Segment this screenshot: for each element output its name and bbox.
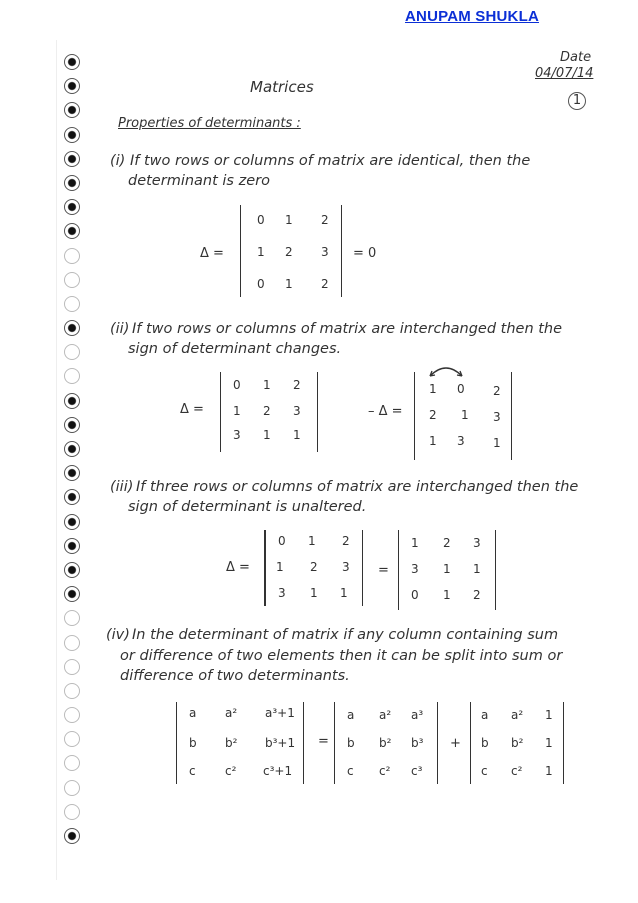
binder-hole xyxy=(64,393,80,409)
property-3-equals: = xyxy=(378,563,389,578)
matrix-cell: c xyxy=(347,764,354,778)
binder-hole xyxy=(64,368,80,384)
matrix-cell: 0 xyxy=(233,378,241,392)
matrix-cell: b³+1 xyxy=(265,736,296,750)
property-4-line1: In the determinant of matrix if any column containing sum xyxy=(132,627,559,643)
page-title: Matrices xyxy=(250,78,314,96)
matrix-cell: c³+1 xyxy=(263,764,293,778)
matrix-cell: 1 xyxy=(233,404,241,418)
matrix-cell: 3 xyxy=(493,410,501,424)
binder-hole xyxy=(64,320,80,336)
matrix-cell: 0 xyxy=(278,534,286,548)
matrix-cell: 3 xyxy=(342,560,350,574)
page-number: 1 xyxy=(568,92,586,110)
property-1-line1: If two rows or columns of matrix are identical, then the xyxy=(130,153,531,169)
property-3-number: (iii) xyxy=(110,479,134,495)
matrix-cell: b xyxy=(347,736,355,750)
matrix-cell: 2 xyxy=(342,534,350,548)
matrix-cell: 2 xyxy=(310,560,318,574)
section-heading: Properties of determinants : xyxy=(118,116,301,131)
matrix-cell: 2 xyxy=(293,378,301,392)
property-2-delta: Δ = xyxy=(180,402,204,417)
matrix-cell: c xyxy=(189,764,196,778)
binder-hole xyxy=(64,175,80,191)
matrix-cell: 1 xyxy=(545,736,553,750)
property-2-line1: If two rows or columns of matrix are interchanged then the xyxy=(132,321,563,337)
binder-hole xyxy=(64,441,80,457)
binder-hole xyxy=(64,610,80,626)
binder-hole xyxy=(64,659,80,675)
matrix-cell: 2 xyxy=(443,536,451,550)
matrix-cell: 1 xyxy=(429,434,437,448)
matrix-cell: a³+1 xyxy=(265,706,295,720)
property-3-line1: If three rows or columns of matrix are interchanged then the xyxy=(136,479,579,495)
matrix-cell: 1 xyxy=(293,428,301,442)
binder-hole xyxy=(64,804,80,820)
binder-hole xyxy=(64,296,80,312)
binder-hole xyxy=(64,151,80,167)
binder-hole xyxy=(64,489,80,505)
binder-hole xyxy=(64,538,80,554)
matrix-cell: a xyxy=(481,708,489,722)
matrix-cell: 1 xyxy=(276,560,284,574)
binder-hole xyxy=(64,248,80,264)
author-name: ANUPAM SHUKLA xyxy=(405,8,539,25)
matrix-cell: 1 xyxy=(461,408,469,422)
matrix-cell: 1 xyxy=(263,378,271,392)
matrix-cell: 1 xyxy=(429,382,437,396)
matrix-cell: 0 xyxy=(257,277,265,291)
binder-hole xyxy=(64,635,80,651)
binder-hole xyxy=(64,272,80,288)
matrix-cell: b² xyxy=(225,736,238,750)
matrix-cell: 1 xyxy=(493,436,501,450)
matrix-cell: 1 xyxy=(285,277,293,291)
matrix-cell: a² xyxy=(225,706,238,720)
binder-hole xyxy=(64,344,80,360)
matrix-cell: 3 xyxy=(473,536,481,550)
matrix-cell: a xyxy=(347,708,355,722)
binder-hole xyxy=(64,731,80,747)
matrix-cell: 2 xyxy=(493,384,501,398)
matrix-cell: 1 xyxy=(411,536,419,550)
property-4-rhs-matrix-2 xyxy=(470,702,564,784)
property-1-delta: Δ = xyxy=(200,246,224,261)
property-4-line3: difference of two determinants. xyxy=(120,668,350,684)
matrix-cell: 2 xyxy=(429,408,437,422)
matrix-cell: 0 xyxy=(411,588,419,602)
binder-hole xyxy=(64,514,80,530)
matrix-cell: 1 xyxy=(545,764,553,778)
matrix-cell: b xyxy=(481,736,489,750)
property-2-matrix xyxy=(220,372,318,452)
binder-hole xyxy=(64,828,80,844)
binder-hole xyxy=(64,417,80,433)
matrix-cell: 1 xyxy=(310,586,318,600)
binder-hole xyxy=(64,586,80,602)
binder-hole xyxy=(64,755,80,771)
binder-hole xyxy=(64,54,80,70)
binder-hole xyxy=(64,127,80,143)
property-1-line2: determinant is zero xyxy=(128,173,270,189)
matrix-cell: 0 xyxy=(257,213,265,227)
matrix-cell: 2 xyxy=(321,277,329,291)
matrix-cell: 2 xyxy=(263,404,271,418)
matrix-cell: 3 xyxy=(457,434,465,448)
property-4-number: (iv) xyxy=(106,627,130,643)
matrix-cell: 2 xyxy=(473,588,481,602)
matrix-cell: 1 xyxy=(308,534,316,548)
matrix-cell: 1 xyxy=(473,562,481,576)
matrix-cell: 2 xyxy=(321,213,329,227)
matrix-cell: 1 xyxy=(340,586,348,600)
binder-hole xyxy=(64,223,80,239)
property-3-delta: Δ = xyxy=(226,560,250,575)
date-label: Date xyxy=(560,50,592,65)
property-1-number: (i) xyxy=(110,153,126,169)
property-2-line2: sign of determinant changes. xyxy=(128,341,342,357)
property-3-matrix xyxy=(264,530,363,606)
matrix-cell: 1 xyxy=(443,588,451,602)
margin-line xyxy=(56,40,57,880)
property-2-number: (ii) xyxy=(110,321,130,337)
property-3-rhs-matrix xyxy=(398,530,496,610)
binder-hole xyxy=(64,707,80,723)
property-4-rhs-matrix-1 xyxy=(334,702,438,784)
matrix-cell: c³ xyxy=(411,764,423,778)
property-4-matrix xyxy=(176,702,304,784)
property-1-matrix xyxy=(240,205,342,297)
property-4-equals: = xyxy=(318,734,329,749)
binder-holes xyxy=(64,54,90,852)
binder-hole xyxy=(64,78,80,94)
matrix-cell: b² xyxy=(511,736,524,750)
matrix-cell: 3 xyxy=(321,245,329,259)
matrix-cell: a² xyxy=(379,708,392,722)
property-1-result: = 0 xyxy=(353,246,377,261)
matrix-cell: c² xyxy=(225,764,237,778)
matrix-cell: b xyxy=(189,736,197,750)
property-2-rhs-matrix xyxy=(414,372,512,460)
matrix-cell: 1 xyxy=(545,708,553,722)
binder-hole xyxy=(64,562,80,578)
matrix-cell: c² xyxy=(379,764,391,778)
date-value: 04/07/14 xyxy=(535,66,594,81)
property-4-plus: + xyxy=(450,736,461,751)
property-3-line2: sign of determinant is unaltered. xyxy=(128,499,367,515)
matrix-cell: a³ xyxy=(411,708,424,722)
matrix-cell: 2 xyxy=(285,245,293,259)
binder-hole xyxy=(64,465,80,481)
matrix-cell: 3 xyxy=(293,404,301,418)
matrix-cell: 3 xyxy=(411,562,419,576)
matrix-cell: 1 xyxy=(443,562,451,576)
binder-hole xyxy=(64,683,80,699)
matrix-cell: b³ xyxy=(411,736,424,750)
binder-hole xyxy=(64,780,80,796)
matrix-cell: 3 xyxy=(233,428,241,442)
property-2-neg-delta: – Δ = xyxy=(368,404,403,419)
matrix-cell: c xyxy=(481,764,488,778)
property-4-line2: or difference of two elements then it can be split into sum or xyxy=(120,648,563,664)
swap-arrow-icon xyxy=(426,362,466,378)
binder-hole xyxy=(64,199,80,215)
matrix-cell: 0 xyxy=(457,382,465,396)
matrix-cell: c² xyxy=(511,764,523,778)
matrix-cell: a² xyxy=(511,708,524,722)
matrix-cell: 1 xyxy=(285,213,293,227)
matrix-cell: a xyxy=(189,706,197,720)
matrix-cell: 3 xyxy=(278,586,286,600)
binder-hole xyxy=(64,102,80,118)
matrix-cell: 1 xyxy=(257,245,265,259)
matrix-cell: 1 xyxy=(263,428,271,442)
matrix-cell: b² xyxy=(379,736,392,750)
